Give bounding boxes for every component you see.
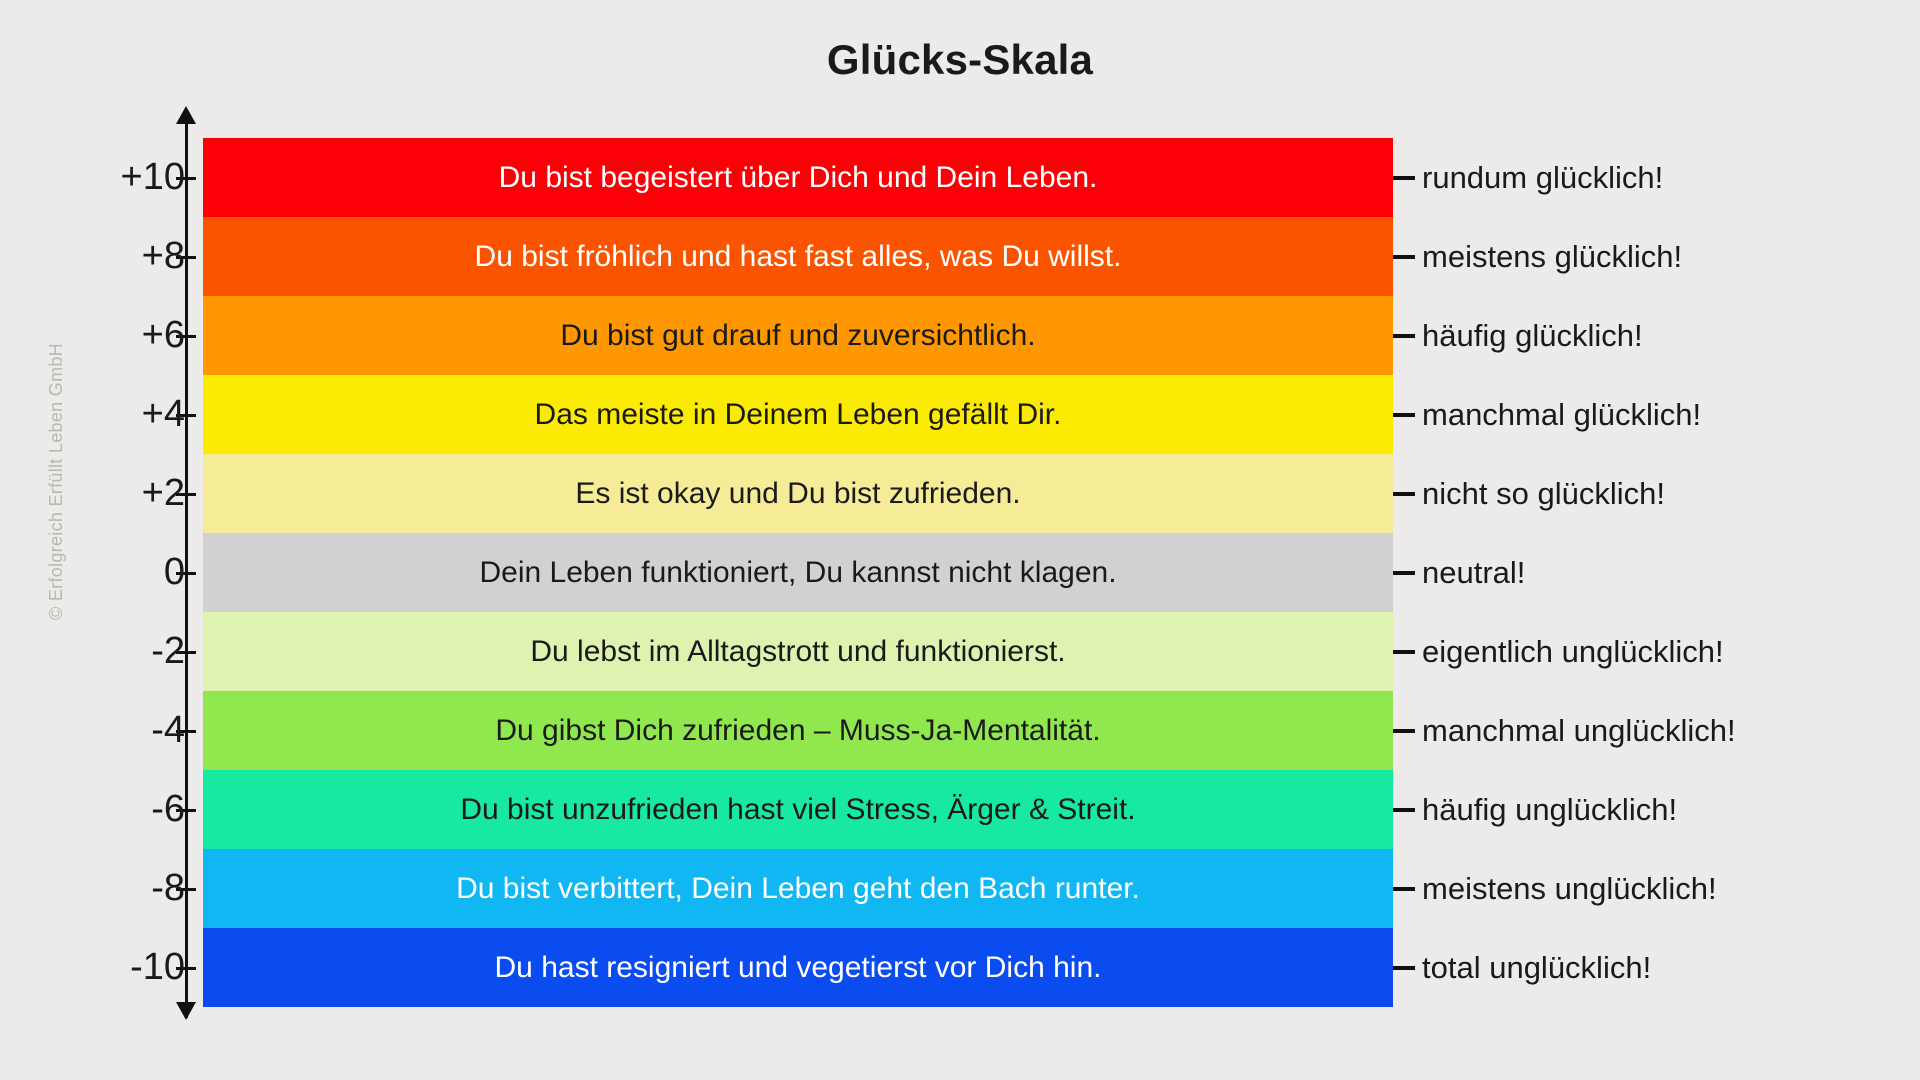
axis-tick-label: -4 [151,708,185,751]
scale-band [203,296,1393,375]
scale-band [203,849,1393,928]
band-description: Du bist begeistert über Dich und Dein Leben. [498,160,1098,194]
value-axis-line [185,118,188,1018]
axis-tick-label: -6 [151,787,185,830]
annotation-dash [1393,413,1415,417]
axis-tick-label: -10 [130,945,185,988]
scale-band [203,217,1393,296]
band-annotation-label: total unglücklich! [1422,949,1652,985]
band-annotation-label: manchmal unglücklich! [1422,712,1736,748]
annotation-dash [1393,808,1415,812]
scale-band [203,928,1393,1007]
annotation-dash [1393,176,1415,180]
band-annotation-label: rundum glücklich! [1422,159,1664,195]
annotation-dash [1393,729,1415,733]
band-description: Du bist gut drauf und zuversichtlich. [560,318,1036,352]
annotation-dash [1393,966,1415,970]
band-annotation-label: meistens unglücklich! [1422,870,1717,906]
band-description: Es ist okay und Du bist zufrieden. [575,476,1021,510]
scale-band [203,770,1393,849]
band-annotation-label: meistens glücklich! [1422,238,1683,274]
axis-tick-label: +2 [141,471,185,514]
chart-title: Glücks-Skala [826,36,1094,83]
scale-band [203,138,1393,217]
band-description: Dein Leben funktioniert, Du kannst nicht klagen. [479,555,1117,589]
copyright-notice: © Erfolgreich Erfüllt Leben GmbH [46,343,66,620]
axis-tick-label: +10 [120,155,185,198]
annotation-dash [1393,650,1415,654]
annotation-dash [1393,334,1415,338]
scale-band [203,612,1393,691]
axis-tick-label: +8 [141,234,185,277]
annotation-dash [1393,492,1415,496]
band-annotation-label: neutral! [1422,554,1526,590]
axis-tick-label: +4 [141,392,185,435]
scale-band [203,375,1393,454]
band-annotation-label: eigentlich unglücklich! [1422,633,1724,669]
axis-tick-label: -2 [151,629,185,672]
band-description: Du gibst Dich zufrieden – Muss-Ja-Mentalität. [495,713,1101,747]
band-annotation-label: manchmal glücklich! [1422,396,1702,432]
band-annotation-label: häufig glücklich! [1422,317,1643,353]
band-description: Du bist verbittert, Dein Leben geht den Bach runter. [456,871,1140,905]
axis-tick-label: +6 [141,313,185,356]
axis-arrow-down-icon [176,1002,196,1020]
band-description: Das meiste in Deinem Leben gefällt Dir. [534,397,1062,431]
annotation-dash [1393,255,1415,259]
band-annotation-label: häufig unglücklich! [1422,791,1678,827]
axis-tick-label: -8 [151,866,185,909]
band-description: Du lebst im Alltagstrott und funktionierst. [530,634,1066,668]
band-description: Du bist unzufrieden hast viel Stress, Ärger & Streit. [460,792,1136,826]
scale-band-stack [203,138,1393,1007]
scale-band [203,533,1393,612]
annotation-dash [1393,887,1415,891]
band-description: Du hast resigniert und vegetierst vor Dich hin. [494,950,1102,984]
band-description: Du bist fröhlich und hast fast alles, was Du willst. [474,239,1122,273]
axis-tick-label: 0 [163,550,185,593]
annotation-dash [1393,571,1415,575]
scale-band [203,454,1393,533]
scale-band [203,691,1393,770]
band-annotation-label: nicht so glücklich! [1422,475,1665,511]
